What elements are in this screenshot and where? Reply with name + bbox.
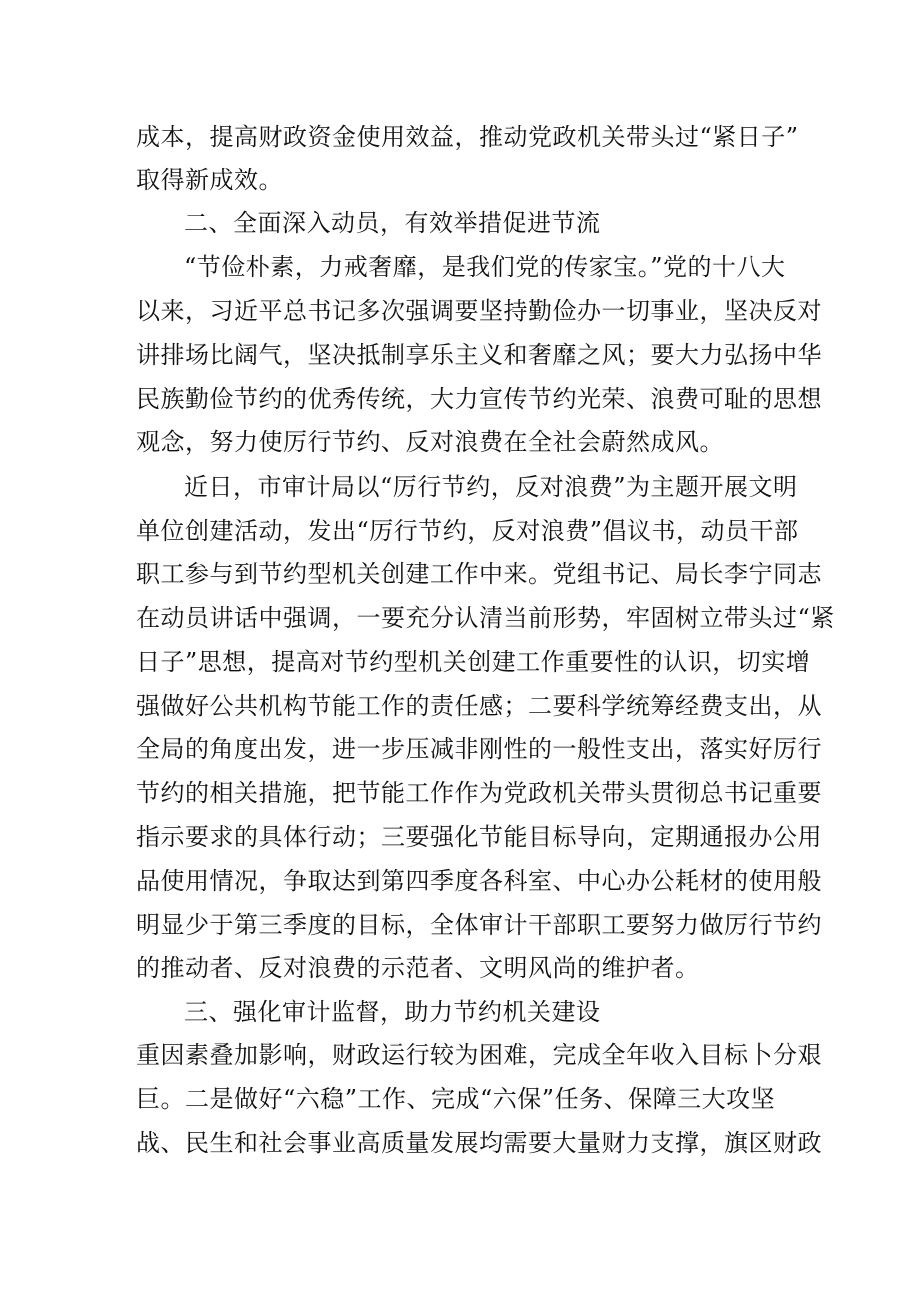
text-line: 民族勤俭节约的优秀传统，大力宣传节约光荣、浪费可耻的思想 bbox=[136, 385, 822, 413]
text-line: 以来，习近平总书记多次强调要坚持勤俭办一切事业，坚决反对 bbox=[136, 297, 822, 325]
text-line: 指示要求的具体行动；三要强化节能目标导向，定期通报办公用 bbox=[136, 823, 822, 851]
section-heading: 三、强化审计监督，助力节约机关建设 bbox=[184, 998, 601, 1026]
text-line: 在动员讲话中强调，一要充分认清当前形势，牢固树立带头过“紧 bbox=[136, 604, 835, 632]
text-line: 取得新成效。 bbox=[136, 166, 283, 194]
text-line: 讲排场比阔气，坚决抵制享乐主义和奢靡之风；要大力弘扬中华 bbox=[136, 341, 822, 369]
text-line: 近日，市审计局以“厉行节约，反对浪费”为主题开展文明 bbox=[184, 473, 798, 501]
text-line: 的推动者、反对浪费的示范者、文明风尚的维护者。 bbox=[136, 954, 700, 982]
text-line: “节俭朴素，力戒奢靡，是我们党的传家宝。”党的十八大 bbox=[184, 253, 786, 281]
text-line: 单位创建活动，发出“厉行节约，反对浪费”倡议书，动员干部 bbox=[136, 517, 799, 545]
text-line: 品使用情况，争取达到第四季度各科室、中心办公耗材的使用般 bbox=[136, 867, 822, 895]
text-line: 强做好公共机构节能工作的责任感；二要科学统筹经费支出，从 bbox=[136, 692, 822, 720]
text-line: 重因素叠加影响，财政运行较为困难，完成全年收入目标卜分艰 bbox=[136, 1041, 822, 1069]
text-line: 成本，提高财政资金使用效益，推动党政机关带头过“紧日子” bbox=[136, 123, 799, 151]
section-heading: 二、全面深入动员，有效举措促进节流 bbox=[184, 209, 601, 237]
text-line: 观念，努力使厉行节约、反对浪费在全社会蔚然成风。 bbox=[136, 428, 724, 456]
text-line: 日子”思想，提高对节约型机关创建工作重要性的认识，切实增 bbox=[136, 648, 811, 676]
text-line: 节约的相关措施，把节能工作作为党政机关带头贯彻总书记重要 bbox=[136, 779, 822, 807]
text-line: 明显少于第三季度的目标，全体审计干部职工要努力做厉行节约 bbox=[136, 911, 822, 939]
text-line: 职工参与到节约型机关创建工作中来。党组书记、局长李宁同志 bbox=[136, 560, 822, 588]
text-line: 全局的角度出发，进一步压减非刚性的一般性支出，落实好厉行 bbox=[136, 735, 822, 763]
text-line: 巨。二是做好“六稳”工作、完成“六保”任务、保障三大攻坚 bbox=[136, 1085, 776, 1113]
text-line: 战、民生和社会事业高质量发展均需要大量财力支撑，旗区财政 bbox=[136, 1129, 822, 1157]
